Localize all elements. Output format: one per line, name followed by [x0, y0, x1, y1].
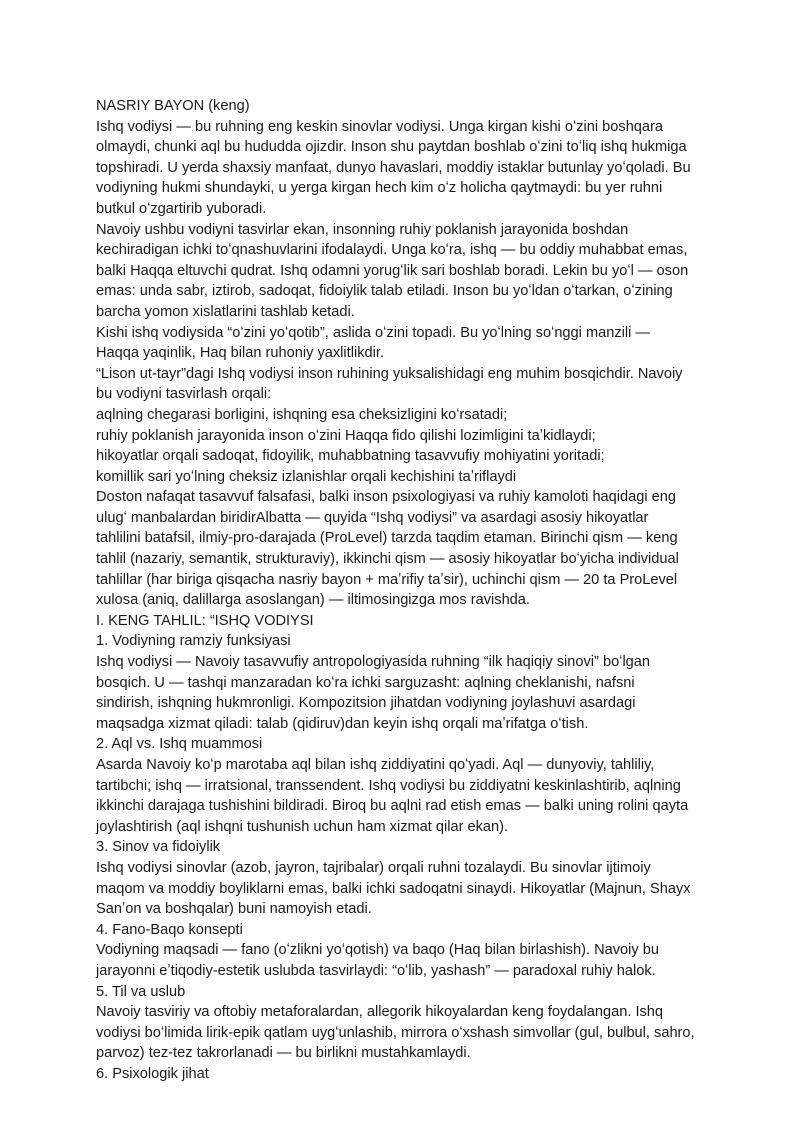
text-line: jarayonni eʼtiqodiy-estetik uslubda tasvirlaydi: “oʻlib, yashash” — paradoxal ruhiy halok.	[96, 962, 656, 979]
list-item: komillik sari yoʻlning cheksiz izlanishlar orqali kechishini taʼriflaydi	[96, 468, 517, 485]
text-line: Ishq vodiysi — bu ruhning eng keskin sinovlar vodiysi. Unga kirgan kishi oʻzini boshqara	[96, 118, 664, 135]
text-line: maqom va moddiy boyliklarni emas, balki ichki sadoqatni sinaydi. Hikoyatlar (Majnun, Shayx	[96, 880, 691, 897]
subsection-heading: 6. Psixologik jihat	[96, 1065, 209, 1082]
text-line: balki Haqqa eltuvchi qudrat. Ishq odamni yorugʻlik sari boshlab boradi. Lekin bu yoʻl — oson	[96, 262, 689, 279]
text-line: tahlillar (har biriga qisqacha nasriy bayon + maʼrifiy taʼsir), uchinchi qism — 20 ta ProLevel	[96, 571, 678, 588]
text-line: ikkinchi darajaga tushishini bildiradi. Biroq bu aqlni rad etish emas — balki uning rolini qayta	[96, 798, 689, 815]
text-line: Navoiy tasviriy va oftobiy metaforalardan, allegorik hikoyalardan keng foydalangan. Ishq	[96, 1004, 664, 1021]
text-line: parvoz) tez-tez takrorlanadi — bu birlikni mustahkamlaydi.	[96, 1045, 471, 1062]
text-line: Vodiyning maqsadi — fano (oʻzlikni yoʻqotish) va baqo (Haq bilan birlashish). Navoiy bu	[96, 942, 659, 959]
text-line: vodiyning hukmi shundayki, u yerga kirgan hech kim oʻz holicha qaytmaydi: bu yer ruhni	[96, 180, 663, 197]
subsection-heading: 3. Sinov va fidoiylik	[96, 839, 221, 856]
text-line: Ishq vodiysi sinovlar (azob, jayron, tajribalar) orqali ruhni tozalaydi. Bu sinovlar ijtimoiy	[96, 859, 651, 876]
list-item: ruhiy poklanish jarayonida inson oʻzini Haqqa fido qilishi lozimligini taʼkidlaydi;	[96, 427, 596, 444]
text-line: joylashtirish (aql ishqni tushunish uchun ham xizmat qilar ekan).	[96, 818, 509, 835]
text-line: ulugʻ manbalardan biridirAlbatta — quyida “Ishq vodiysi” va asardagi asosiy hikoyatlar	[96, 509, 649, 526]
text-line: tahlilini batafsil, ilmiy-pro-darajada (ProLevel) tarzda taqdim etaman. Birinchi qism — keng	[96, 530, 678, 547]
text-line: barcha yomon xislatlarini tashlab ketadi.	[96, 303, 355, 320]
text-line: tartibchi; ishq — irratsional, transsendent. Ishq vodiysi bu ziddiyatni keskinlashtirib, aqlning	[96, 777, 681, 794]
list-item: hikoyatlar orqali sadoqat, fidoyilik, muhabbatning tasavvufiy mohiyatini yoritadi;	[96, 448, 605, 465]
text-line: “Lison ut-tayr”dagi Ishq vodiysi inson ruhining yuksalishidagi eng muhim bosqichdir. Navoiy	[96, 365, 683, 382]
text-line: olmaydi, chunki aql bu hududda ojizdir. Inson shu paytdan boshlab oʻzini toʻliq ishq hukmiga	[96, 139, 687, 156]
text-line: Sanʼon va boshqalar) buni namoyish etadi.	[96, 901, 372, 918]
text-line: Haqqa yaqinlik, Haq bilan ruhoniy yaxlitlikdir.	[96, 345, 384, 362]
section-heading: I. KENG TAHLIL: “ISHQ VODIYSI	[96, 612, 314, 629]
document-heading: NASRIY BAYON (keng)	[96, 98, 250, 114]
text-line: bosqich. U — tashqi manzaradan koʻra ichki sarguzasht: aqlning cheklanishi, nafsni	[96, 674, 635, 691]
document-page	[96, 96, 716, 1085]
text-line: Doston nafaqat tasavvuf falsafasi, balki inson psixologiyasi va ruhiy kamoloti haqidagi eng	[96, 489, 677, 506]
text-line: kechiradigan ichki toʻqnashuvlarini ifodalaydi. Unga koʻra, ishq — bu oddiy muhabbat emas,	[96, 242, 688, 259]
text-line: vodiysi boʻlimida lirik-epik qatlam uygʻunlashib, mirrora oʻxshash simvollar (gul, bulbul, sahro,	[96, 1024, 695, 1041]
text-line: xulosa (aniq, dalillarga asoslangan) — iltimosingizga mos ravishda.	[96, 592, 530, 609]
text-line: maqsadga xizmat qiladi: talab (qidiruv)dan keyin ishq orqali maʼrifatga oʻtish.	[96, 715, 589, 732]
subsection-heading: 2. Aql vs. Ishq muammosi	[96, 736, 263, 753]
text-line: Navoiy ushbu vodiyni tasvirlar ekan, insonning ruhiy poklanish jarayonida boshdan	[96, 221, 629, 238]
text-line: butkul oʻzgartirib yuboradi.	[96, 200, 267, 217]
subsection-heading: 5. Til va uslub	[96, 983, 186, 1000]
text-line: Ishq vodiysi — Navoiy tasavvufiy antropologiyasida ruhning “ilk haqiqiy sinovi” boʻlgan	[96, 654, 651, 671]
text-line: tahlil (nazariy, semantik, strukturaviy), ikkinchi qism — asosiy hikoyatlar boʻyicha individual	[96, 551, 679, 568]
subsection-heading: 4. Fano-Baqo konsepti	[96, 921, 243, 938]
text-line: sindirish, ishqning hukmronligi. Kompozitsion jihatdan vodiyning joylashuvi asardagi	[96, 695, 636, 712]
text-line: bu vodiyni tasvirlash orqali:	[96, 386, 272, 403]
text-line: Kishi ishq vodiysida “oʻzini yoʻqotib”, aslida oʻzini topadi. Bu yoʻlning soʻnggi manzili —	[96, 324, 651, 341]
text-line: Asarda Navoiy koʻp marotaba aql bilan ishq ziddiyatini qoʻyadi. Aql — dunyoviy, tahliliy,	[96, 757, 655, 773]
subsection-heading: 1. Vodiyning ramziy funksiyasi	[96, 633, 291, 650]
text-line: topshiradi. U yerda shaxsiy manfaat, dunyo havaslari, moddiy istaklar butunlay yoʻqoladi. Bu	[96, 159, 691, 176]
text-line: emas: unda sabr, iztirob, sadoqat, fidoiylik talab etiladi. Inson bu yoʻldan oʻtarkan, oʻzining	[96, 283, 673, 300]
list-item: aqlning chegarasi borligini, ishqning esa cheksizligini koʻrsatadi;	[96, 406, 508, 423]
